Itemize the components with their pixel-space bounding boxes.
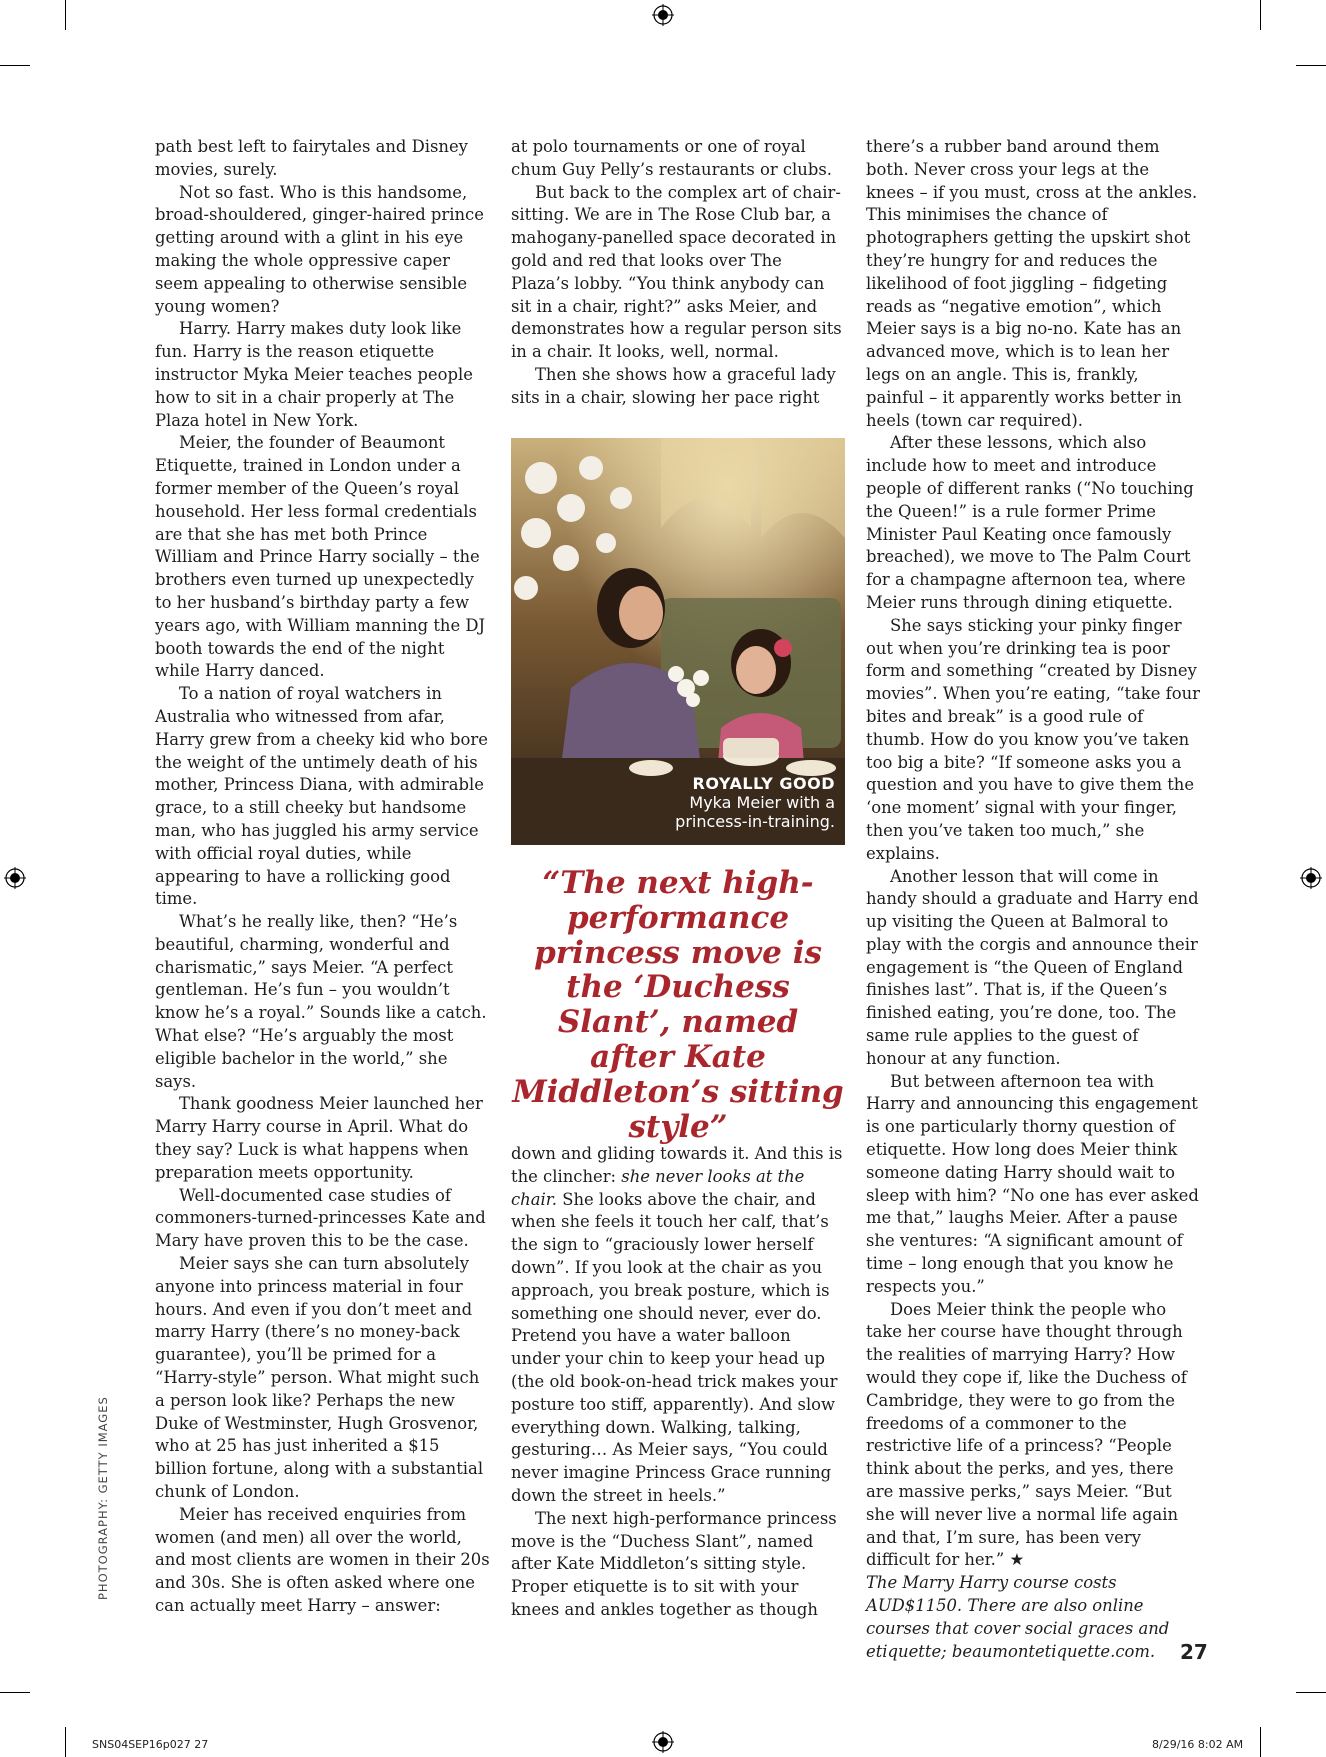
paragraph: Meier, the founder of Beaumont Etiquette, trained in London under a former member of the Queen’s royal household. Her less formal credentials are that she has met both Prince William and Prince Harry socially – the brothers even turned up unexpectedly to her husband’s birthday party a few years ago, with William manning the DJ booth towards the end of the night while Harry danced. xyxy=(155,433,486,681)
italic-emphasis: she never looks at the chair. xyxy=(511,1166,805,1209)
caption-text: Myka Meier with a princess-in-training. xyxy=(675,793,835,831)
article-column-3 xyxy=(866,136,1201,1663)
crop-mark xyxy=(1296,65,1326,66)
article-column-2-bottom xyxy=(511,1143,843,1622)
paragraph: there’s a rubber band around them both. Never cross your legs at the knees – if you must, cross at the ankles. This minimises the chance of photographers getting the upskirt shot they’re hungry for and reduces the likelihood of foot jiggling – fidgeting reads as “negative emotion”, which Meier says is a big no-no. Kate has an advanced move, which is to lean her legs on an angle. This is, frankly, painful – it apparently works better in heels (town car required). xyxy=(866,137,1198,430)
paragraph: But between afternoon tea with Harry and announcing this engagement is one particularly thorny question of etiquette. How long does Meier think someone dating Harry should wait to sleep with him? “No one has ever asked me that,” laughs Meier. After a pause she ventures: “A significant amount of time – long enough that you know he respects you.” xyxy=(866,1071,1199,1296)
page-number: 27 xyxy=(1180,1640,1208,1664)
paragraph: The next high-performance princess move is the “Duchess Slant”, named after Kate Middleton’s sitting style. Proper etiquette is to sit with your knees and ankles together as though xyxy=(511,1508,837,1619)
paragraph: path best left to fairytales and Disney movies, surely. xyxy=(155,137,468,179)
paragraph: Then she shows how a graceful lady sits in a chair, slowing her pace right xyxy=(511,364,836,407)
paragraph: Thank goodness Meier launched her Marry Harry course in April. What do they say? Luck is what happens when preparation meets opportunity. xyxy=(155,1094,483,1182)
text-span: down and gliding towards it. And this is the clincher: xyxy=(511,1144,843,1186)
registration-mark-icon xyxy=(1300,867,1322,889)
slug-left: SNS04SEP16p027 27 xyxy=(92,1738,209,1751)
photo-credit: PHOTOGRAPHY: GETTY IMAGES xyxy=(96,1396,110,1600)
paragraph: She says sticking your pinky finger out when you’re drinking tea is poor form and something “created by Disney movies”. When you’re eating, “take four bites and break” is a good rule of thumb. How do you know you’ve taken too big a bite? “If someone asks you a question and you have to give them the ‘one moment’ signal with your finger, then you’ve taken too much,” she explains. xyxy=(866,615,1201,863)
paragraph: Meier says she can turn absolutely anyone into princess material in four hours. And even if you don’t meet and marry Harry (there’s no money-back guarantee), you’ll be primed for a “Harry-style” person. What might such a person look like? Perhaps the new Duke of Westminster, Hugh Grosvenor, who at 25 has just inherited a $15 billion fortune, along with a substantial chunk of London. xyxy=(155,1254,484,1502)
registration-mark-icon xyxy=(652,4,674,26)
paragraph: Not so fast. Who is this handsome, broad-shouldered, ginger-haired prince getting around with a glint in his eye making the whole oppressive caper seem appealing to otherwise sensible young women? xyxy=(155,182,484,316)
crop-mark xyxy=(65,0,66,30)
paragraph: Harry. Harry makes duty look like fun. Harry is the reason etiquette instructor Myka Meier teaches people how to sit in a chair properly at The Plaza hotel in New York. xyxy=(155,319,473,430)
article-column-2-top xyxy=(511,136,843,410)
registration-mark-icon xyxy=(652,1731,674,1753)
crop-mark xyxy=(1260,1727,1261,1757)
crop-mark xyxy=(1296,1692,1326,1693)
text-span: She looks above the chair, and when she feels it touch her calf, that’s the sign to “graciously lower herself down”. If you look at the chair as you approach, you break posture, which is something one should never, ever do. Pretend you have a water balloon under your chin to keep your head up (the old book-on-head trick makes your posture too stiff, apparently). And slow everything down. Walking, talking, gesturing… As Meier says, “You could never imagine Princess Grace running down the street in heels.” xyxy=(511,1189,838,1505)
article-photo xyxy=(511,438,845,845)
paragraph: at polo tournaments or one of royal chum Guy Pelly’s restaurants or clubs. xyxy=(511,137,832,179)
crop-mark xyxy=(0,1692,30,1693)
paragraph: To a nation of royal watchers in Australia who witnessed from afar, Harry grew from a cheeky kid who bore the weight of the untimely death of his mother, Princess Diana, with admirable grace, to a still cheeky but handsome man, who has juggled his army service with official royal duties, while appearing to have a rollicking good time. xyxy=(155,684,488,909)
registration-mark-icon xyxy=(4,867,26,889)
footnote: The Marry Harry course costs AUD$1150. There are also online courses that cover social graces and etiquette; beaumontetiquette.com. xyxy=(866,1573,1170,1661)
photo-caption xyxy=(645,774,835,831)
paragraph: Well-documented case studies of commoners-turned-princesses Kate and Mary have proven this to be the case. xyxy=(155,1185,486,1251)
column-3-body xyxy=(866,136,1201,1572)
paragraph xyxy=(511,1143,843,1508)
pull-quote: “The next high-performance princess move is the ‘Duchess Slant’, named after Kate Middleton’s sitting style” xyxy=(512,865,844,1145)
paragraph: Meier has received enquiries from women (and men) all over the world, and most clients are women in their 20s and 30s. She is often asked where one can actually meet Harry – answer: xyxy=(155,1504,490,1615)
article-column-1 xyxy=(155,136,490,1618)
paragraph: After these lessons, which also include how to meet and introduce people of different ranks (“No touching the Queen!” is a rule former Prime Minister Paul Keating once famously breached), we move to The Palm Court for a champagne afternoon tea, where Meier runs through dining etiquette. xyxy=(866,433,1194,612)
paragraph: But back to the complex art of chair-sitting. We are in The Rose Club bar, a mahogany-panelled space decorated in gold and red that looks over The Plaza’s lobby. “You think anybody can sit in a chair, right?” asks Meier, and demonstrates how a regular person sits in a chair. It looks, well, normal. xyxy=(511,182,842,362)
slug-right: 8/29/16 8:02 AM xyxy=(1152,1738,1244,1751)
crop-mark xyxy=(0,65,30,66)
caption-title: ROYALLY GOOD xyxy=(692,774,835,793)
paragraph: What’s he really like, then? “He’s beautiful, charming, wonderful and charismatic,” says Meier. “A perfect gentleman. He’s fun – you wouldn’t know he’s a royal.” Sounds like a catch. What else? “He’s arguably the most eligible bachelor in the world,” she says. xyxy=(155,912,487,1091)
paragraph: Another lesson that will come in handy should a graduate and Harry end up visiting the Queen at Balmoral to play with the corgis and announce their engagement is “the Queen of England finishes last”. That is, if the Queen’s finished eating, you’re done, too. The same rule applies to the guest of honour at any function. xyxy=(866,866,1199,1068)
crop-mark xyxy=(1260,0,1261,30)
crop-mark xyxy=(65,1727,66,1757)
paragraph: Does Meier think the people who take her course have thought through the realities of marrying Harry? How would they cope if, like the Duchess of Cambridge, they were to go from the freedoms of a commoner to the restrictive life of a princess? “People think about the perks, and yes, there are massive perks,” says Meier. “But she will never live a normal life again and that, I’m sure, has been very difficult for her.” ★ xyxy=(866,1299,1187,1570)
